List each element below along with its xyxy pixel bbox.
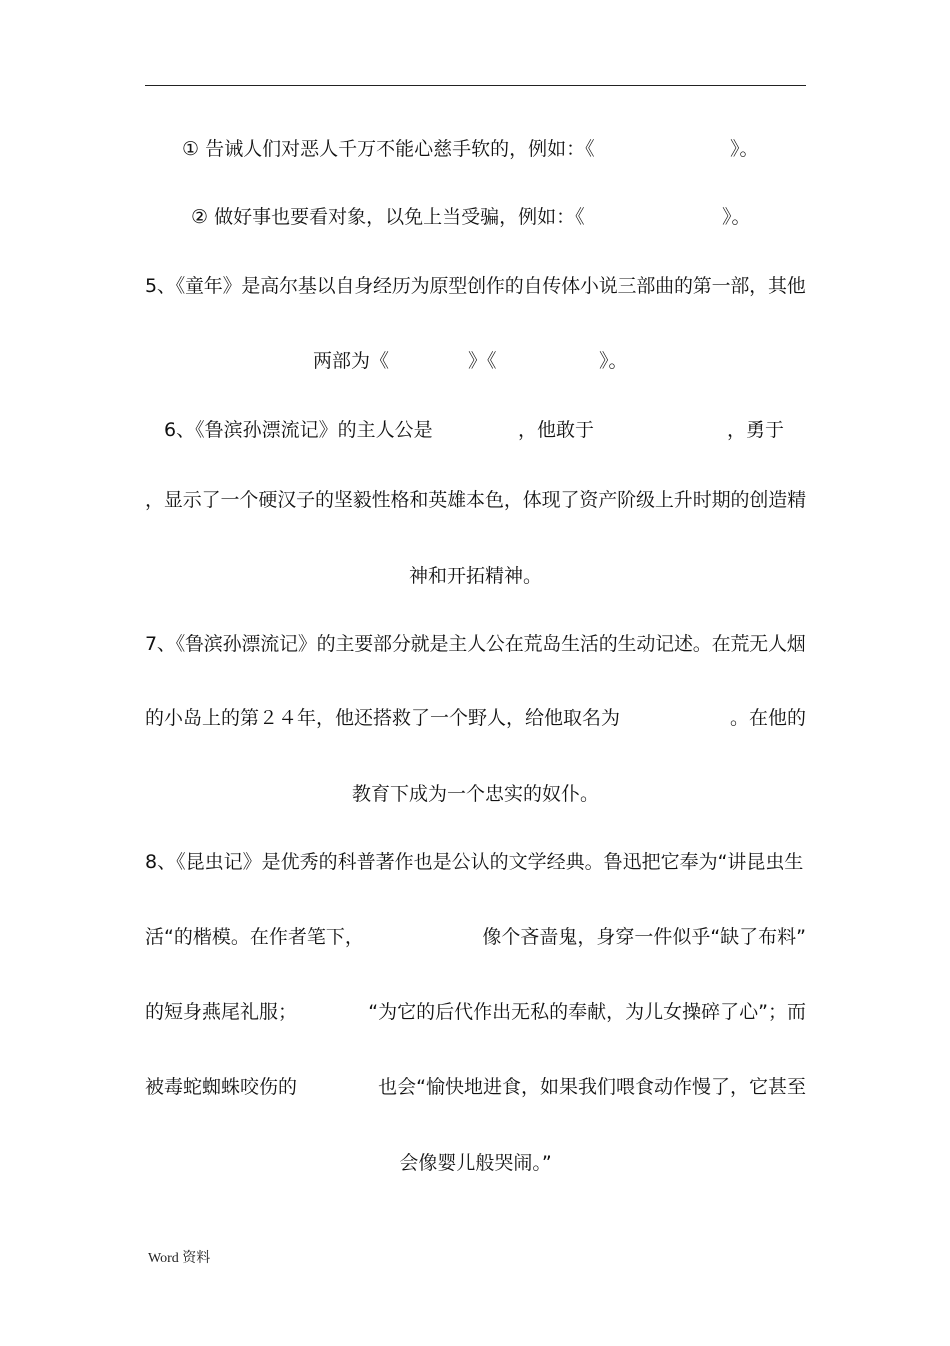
line5-text-c: ，勇于 bbox=[727, 419, 785, 441]
text-line-7: 神和开拓精神。 bbox=[408, 565, 542, 587]
text-line-6: ，显示了一个硬汉子的坚毅性格和英雄本色，体现了资产阶级上升时期的创造精 bbox=[145, 489, 807, 511]
header-rule bbox=[145, 85, 806, 86]
line12-text-b: 像个吝啬鬼，身穿一件似乎“缺了布料” bbox=[482, 926, 806, 948]
text-line-3: 5、《童年》是高尔基以自身经历为原型创作的自传体小说三部曲的第一部，其他 bbox=[145, 275, 806, 297]
line1-text-a: ① 告诫人们对恶人千万不能心慈手软的，例如：《 bbox=[182, 138, 595, 160]
line4-text-a: 两部为《 bbox=[313, 350, 390, 372]
line5-text-a: 6、《鲁滨孙漂流记》的主人公是 bbox=[164, 419, 433, 441]
line12-text-a: 活“的楷模。在作者笔下， bbox=[145, 926, 364, 948]
line2-text-b: 》。 bbox=[722, 206, 751, 228]
line14-text-a: 被毒蛇蜘蛛咬伤的 bbox=[145, 1076, 298, 1098]
line13-text-b: “为它的后代作出无私的奉献，为儿女操碎了心”；而 bbox=[368, 1001, 806, 1023]
line9-text-a: 的小岛上的第２４年，他还搭救了一个野人，给他取名为 bbox=[145, 707, 621, 729]
text-line-11: 8、《昆虫记》是优秀的科普著作也是公认的文学经典。鲁迅把它奉为“讲昆虫生 bbox=[145, 851, 804, 873]
text-line-8: 7、《鲁滨孙漂流记》的主要部分就是主人公在荒岛生活的生动记述。在荒无人烟 bbox=[145, 633, 806, 655]
line14-text-b: 也会“愉快地进食，如果我们喂食动作慢了，它甚至 bbox=[378, 1076, 806, 1098]
line9-text-b: 。在他的 bbox=[729, 707, 806, 729]
page-footer: Word 资料 bbox=[148, 1251, 211, 1266]
line2-text-a: ② 做好事也要看对象，以免上当受骗，例如：《 bbox=[191, 206, 585, 228]
line4-text-c: 》。 bbox=[599, 350, 628, 372]
line1-text-b: 》。 bbox=[730, 138, 759, 160]
line5-text-b: ，他敢于 bbox=[518, 419, 595, 441]
line13-text-a: 的短身燕尾礼服； bbox=[145, 1001, 298, 1023]
line4-text-b: 》《 bbox=[468, 350, 497, 372]
text-line-15: 会像婴儿般哭闹。” bbox=[399, 1152, 552, 1174]
text-line-10: 教育下成为一个忠实的奴仆。 bbox=[351, 783, 599, 805]
